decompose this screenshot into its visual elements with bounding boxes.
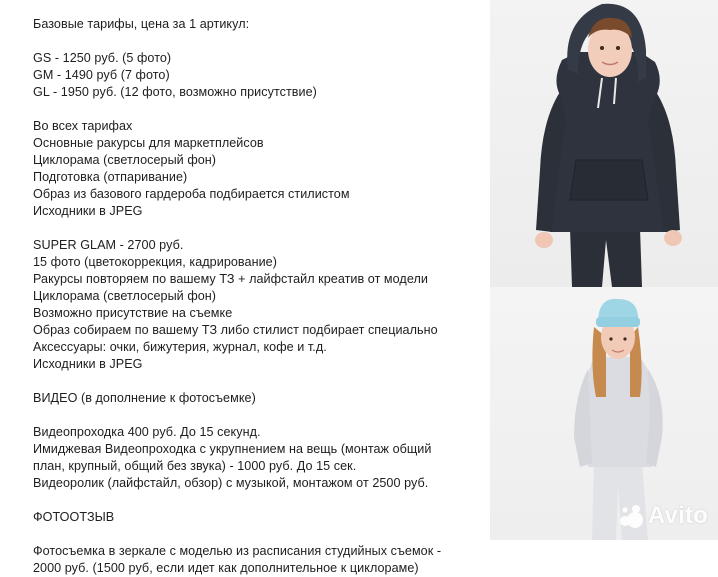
dark-hoodie-photo	[490, 0, 718, 287]
text-line: GS - 1250 руб. (5 фото)	[33, 51, 172, 65]
text-line: план, крупный, общий без звука) - 1000 руб. До 15 сек.	[33, 459, 357, 473]
text-line: 15 фото (цветокоррекция, кадрирование)	[33, 255, 277, 269]
line-gap	[33, 407, 488, 424]
text-line: Образ из базового гардероба подбирается стилистом	[33, 187, 350, 201]
text-line: SUPER GLAM - 2700 руб.	[33, 238, 184, 252]
text-line: 2000 руб. (1500 руб, если идет как дополнительное к циклораме)	[33, 561, 419, 575]
text-line: Видеопроходка 400 руб. До 15 секунд.	[33, 425, 261, 439]
avito-logo-icon	[618, 503, 644, 529]
avito-watermark	[618, 502, 708, 530]
text-line: ФОТООТЗЫВ	[33, 510, 115, 524]
text-line: Фотосъемка в зеркале с моделью из расписания студийных съемок -	[33, 544, 442, 558]
girl-dark-hoodie-illustration	[490, 0, 718, 287]
line-gap	[33, 373, 488, 390]
text-line: Во всех тарифах	[33, 119, 133, 133]
text-line: Возможно присутствие на съемке	[33, 306, 233, 320]
text-line: Исходники в JPEG	[33, 357, 143, 371]
line-gap	[33, 526, 488, 543]
line-gap	[33, 492, 488, 509]
text-line: Аксессуары: очки, бижутерия, журнал, кофе и т.д.	[33, 340, 327, 354]
text-line: Исходники в JPEG	[33, 204, 143, 218]
line-gap	[33, 101, 488, 118]
text-line: Базовые тарифы, цена за 1 артикул:	[33, 17, 250, 31]
light-hoodie-photo	[490, 287, 718, 540]
text-line: Образ собираем по вашему ТЗ либо стилист подбирает специально	[33, 323, 438, 337]
line-gap	[33, 33, 488, 50]
text-line: GL - 1950 руб. (12 фото, возможно присутствие)	[33, 85, 317, 99]
text-line: Подготовка (отпаривание)	[33, 170, 188, 184]
avito-wordmark: Avito	[647, 502, 708, 529]
text-line: Видеоролик (лайфстайл, обзор) с музыкой, монтажом от 2500 руб.	[33, 476, 429, 490]
photo-panel	[490, 0, 718, 540]
text-line: Основные ракурсы для маркетплейсов	[33, 136, 264, 150]
text-line: Имиджевая Видеопроходка с укрупнением на вещь (монтаж общий	[33, 442, 432, 456]
text-line: Ракурсы повторяем по вашему ТЗ + лайфстайл креатив от модели	[33, 272, 428, 286]
text-line: Циклорама (светлосерый фон)	[33, 289, 217, 303]
line-gap	[33, 220, 488, 237]
text-line: Циклорама (светлосерый фон)	[33, 153, 217, 167]
text-line: GM - 1490 руб (7 фото)	[33, 68, 170, 82]
price-list-text	[33, 16, 488, 577]
text-line: ВИДЕО (в дополнение к фотосъемке)	[33, 391, 256, 405]
